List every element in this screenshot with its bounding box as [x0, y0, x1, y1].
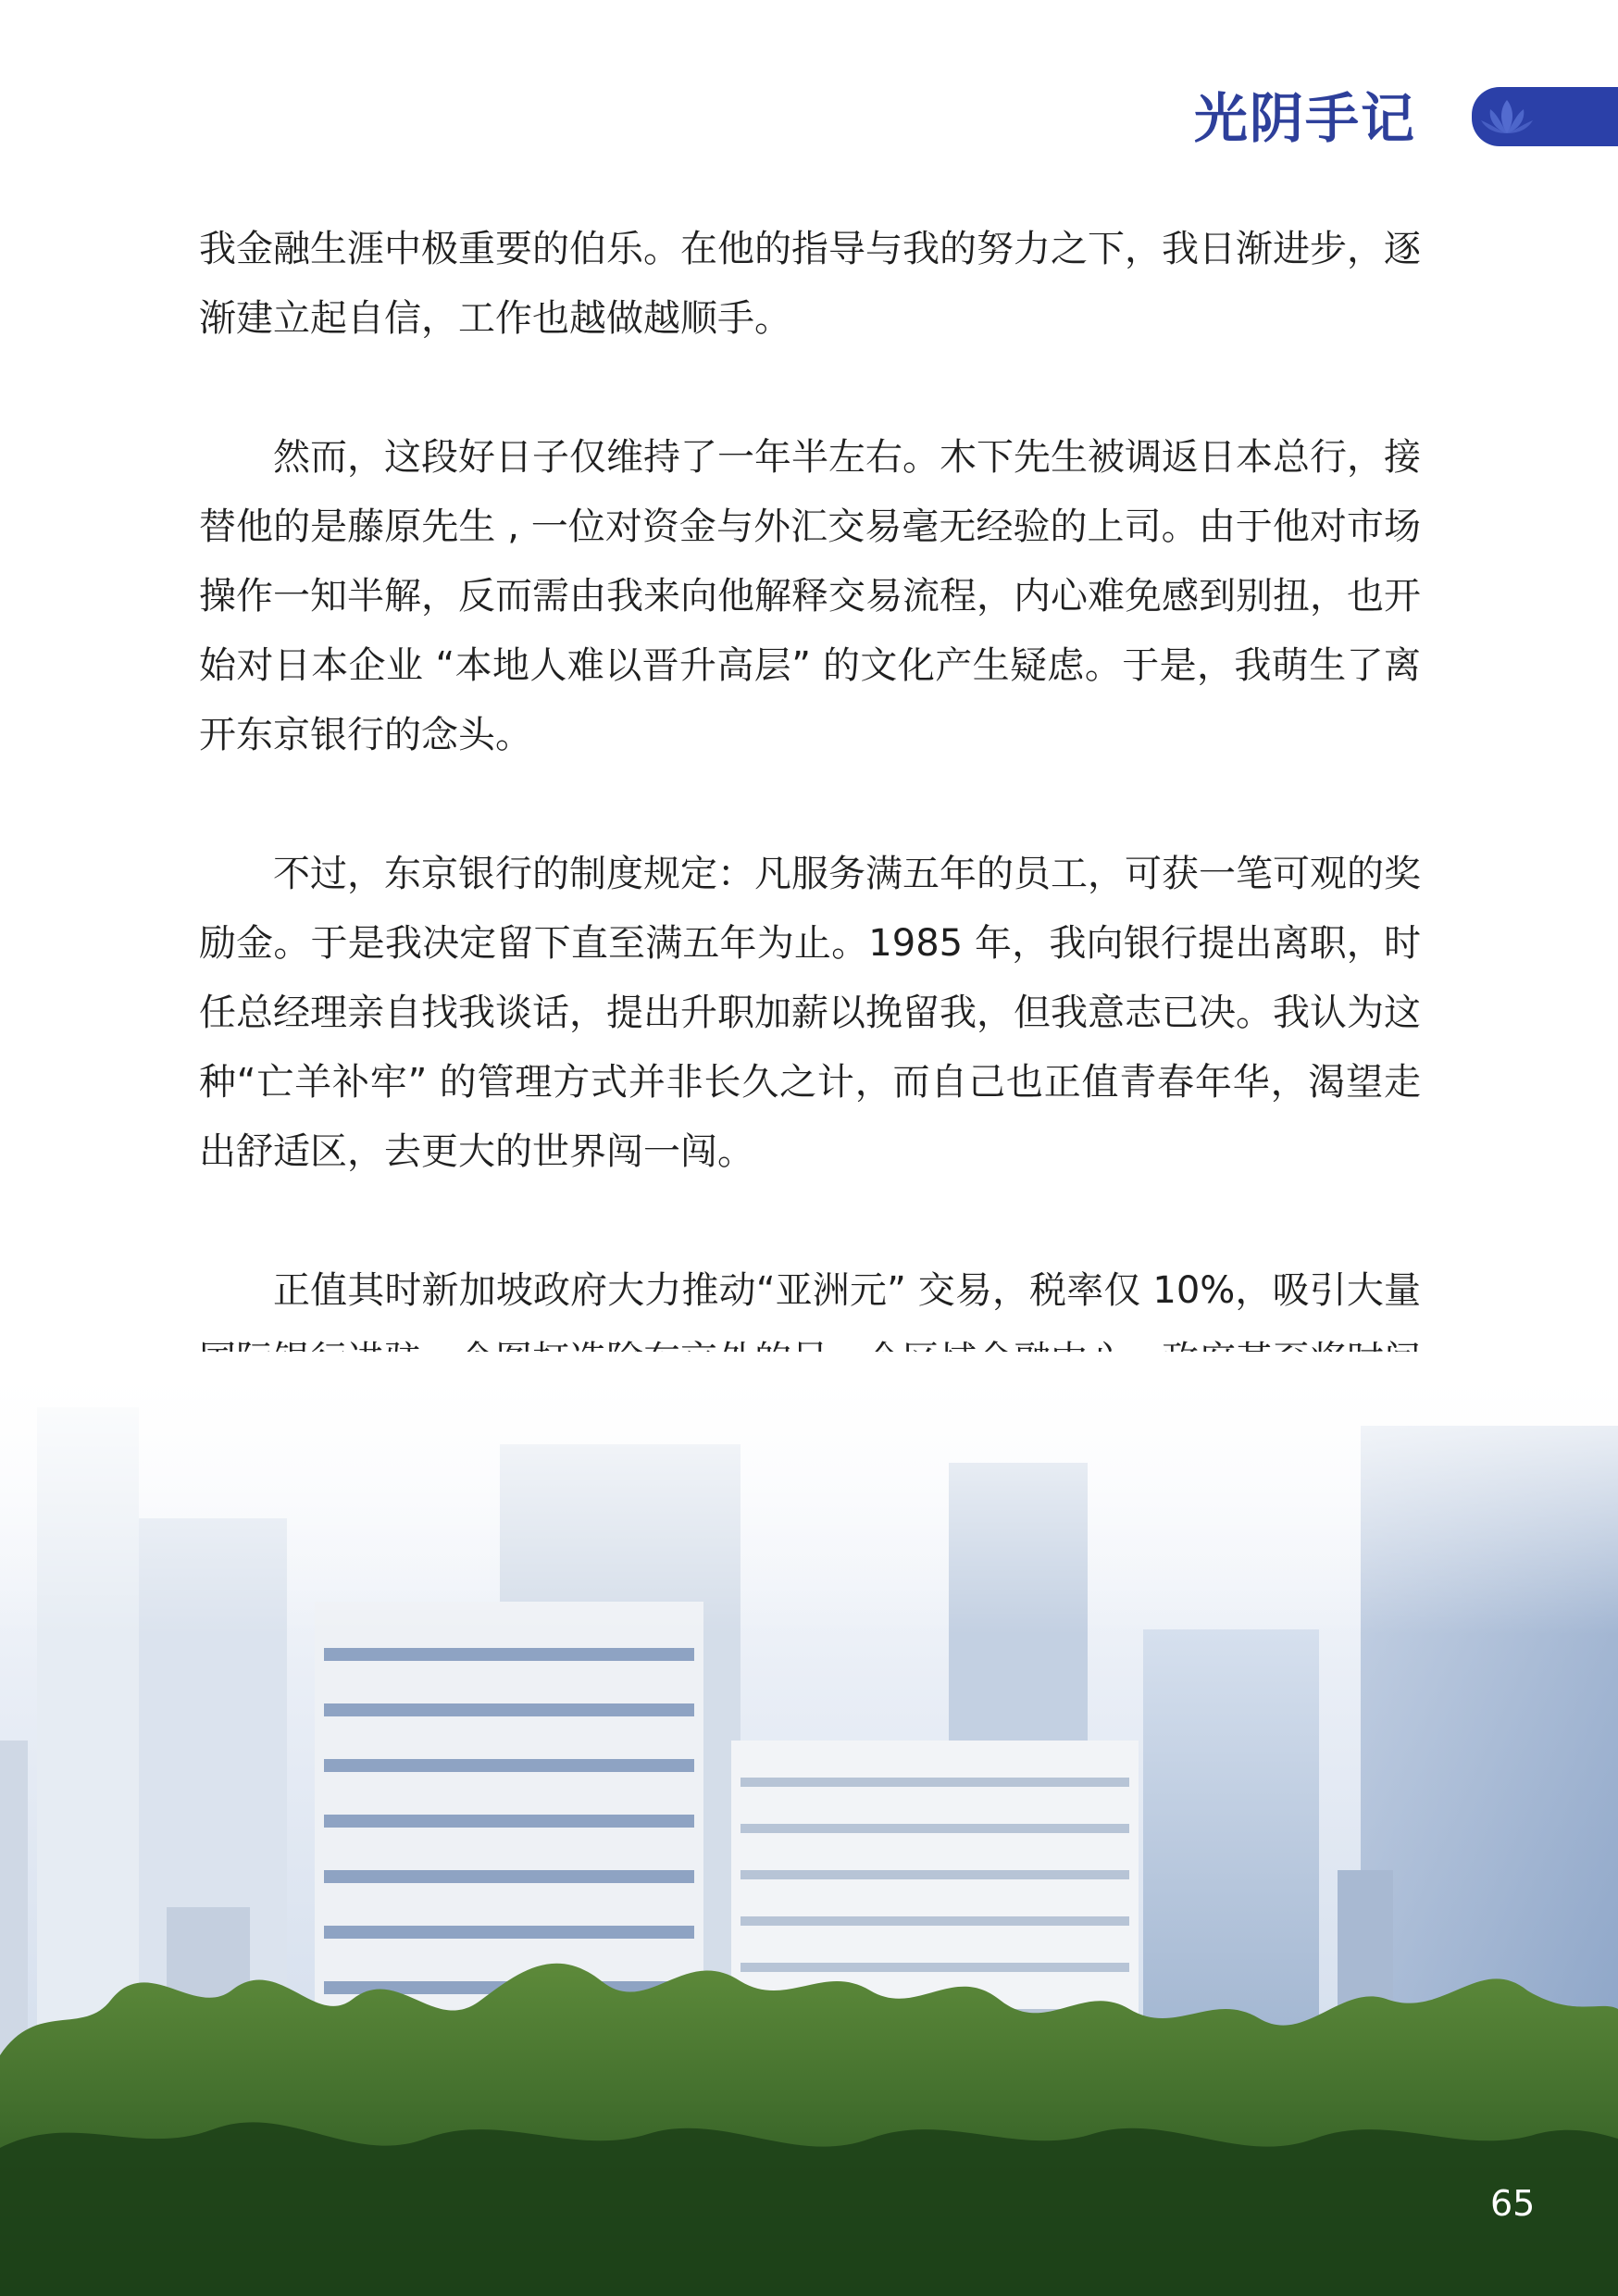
city-skyline-illustration — [0, 1352, 1618, 2296]
running-header-title: 光阴手记 — [1194, 87, 1417, 150]
paragraph-3: 不过，东京银行的制度规定：凡服务满五年的员工，可获一笔可观的奖励金。于是我决定留下直至满五年为止。1985 年，我向银行提出离职，时任总经理亲自找我谈话，提出升职加薪以挽留我，但我意志已决。我认为这种“亡羊补牢” 的管理方式并非长久之计，而自己也正值青春年华，渴望走出舒适区，去更大的世界闯一闯。 — [199, 853, 1421, 1173]
paragraph-1: 我金融生涯中极重要的伯乐。在他的指导与我的努力之下，我日渐进步，逐渐建立起自信，工作也越做越顺手。 — [199, 228, 1421, 340]
paragraph-4: 正值其时新加坡政府大力推动“亚洲元” 交易，税率仅 10%，吸引大量 — [273, 1269, 1421, 1312]
page-number: 65 — [1490, 2183, 1536, 2224]
header-tab — [1472, 87, 1618, 146]
paragraph-2: 然而，这段好日子仅维持了一年半左右。木下先生被调返日本总行，接替他的是藤原先生 , 一位对资金与外汇交易毫无经验的上司。由于他对市场操作一知半解，反而需由我来向他解释交易流程，内心难免感到别扭，也开始对日本企业 “本地人难以晋升高层” 的文化产生疑虑。于是，我萌生了离开东京银行的念头。 — [199, 436, 1421, 756]
lotus-icon — [1479, 96, 1535, 137]
